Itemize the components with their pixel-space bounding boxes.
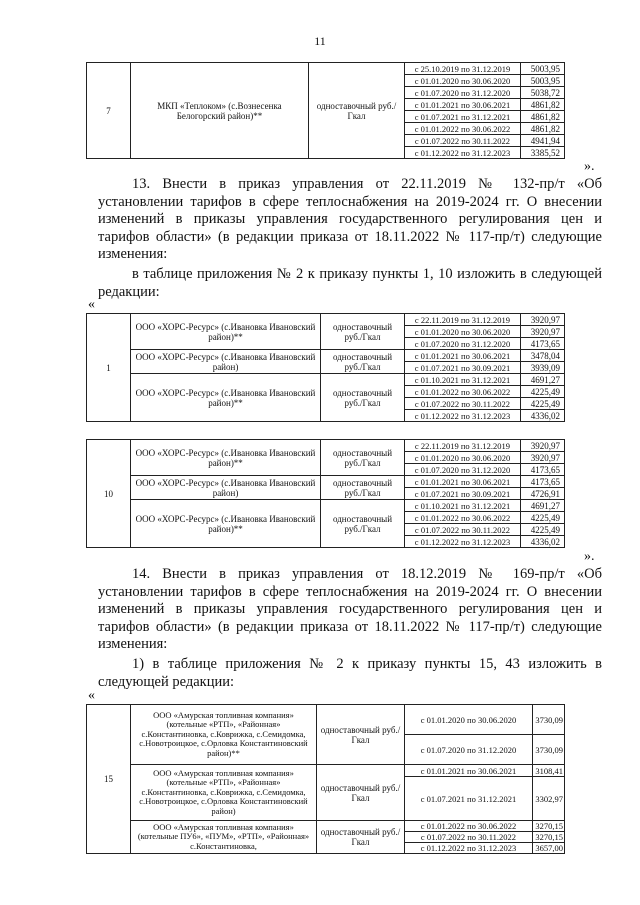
organization-name: ООО «Амурская топливная компания» (котельные «РТП», «Районная» с.Константиновка, с.Коврижка, с.Семидомка, с.Новотроицкое, с.Орловка Константиновский район) xyxy=(131,765,317,821)
tariff-type: одноставочный руб./Гкал xyxy=(317,705,405,765)
page-number: 11 xyxy=(314,34,326,48)
tariff-type: одноставочный руб./Гкал xyxy=(321,350,405,374)
tariff-period: с 01.01.2020 по 30.06.2020 xyxy=(405,75,521,87)
tariff-period: с 01.01.2021 по 30.06.2021 xyxy=(405,476,521,488)
tariff-period: с 01.01.2020 по 30.06.2020 xyxy=(405,452,521,464)
tariff-period: с 01.10.2021 по 31.12.2021 xyxy=(405,374,521,386)
tariff-period: с 01.12.2022 по 31.12.2023 xyxy=(405,536,521,548)
tariff-period: с 01.12.2022 по 31.12.2023 xyxy=(405,843,533,854)
organization-name: ООО «ХОРС-Ресурс» (с.Ивановка Ивановский район)** xyxy=(131,314,321,350)
organization-name: МКП «Теплоком» (с.Вознесенка Белогорский район)** xyxy=(131,63,309,159)
tariff-period: с 01.01.2021 по 30.06.2021 xyxy=(405,99,521,111)
tariff-type: одноставочный руб./Гкал xyxy=(321,440,405,476)
tariff-value: 4861,82 xyxy=(521,99,565,111)
tariff-value: 3270,15 xyxy=(533,832,565,843)
tariff-period: с 01.07.2022 по 30.11.2022 xyxy=(405,524,521,536)
tariff-period: с 22.11.2019 по 31.12.2019 xyxy=(405,314,521,326)
item-number: 1 xyxy=(87,314,131,422)
tariff-period: с 01.10.2021 по 31.12.2021 xyxy=(405,500,521,512)
organization-name: ООО «Амурская топливная компания» (котельные «РТП», «Районная» с.Константиновка, с.Коврижка, с.Семидомка, с.Новотроицкое, с.Орловка Константиновский район)** xyxy=(131,705,317,765)
tariff-period: с 22.11.2019 по 31.12.2019 xyxy=(405,440,521,452)
paragraph-13: 13. Внести в приказ управления от 22.11.2019 № 132-пр/т «Об установлении тарифов в сфере теплоснабжения на 2019-2024 гг. О внесении изменений в приказы управления государственного регулирования цен и тарифов области» (в редакции приказа от 18.11.2022 № 117-пр/т) следующие изменения: xyxy=(98,176,602,262)
paragraph-13-instruction: в таблице приложения № 2 к приказу пункты 1, 10 изложить в следующей редакции: xyxy=(98,266,602,300)
paragraph-14: 14. Внести в приказ управления от 18.12.2019 № 169-пр/т «Об установлении тарифов в сфере теплоснабжения на 2019-2024 гг. О внесении изменений в приказы управления государственного регулирования цен и тарифов области» (в редакции приказа от 18.11.2022 № 117-пр/т) следующие изменения: xyxy=(98,566,602,652)
tariff-period: с 01.07.2021 по 30.09.2021 xyxy=(405,488,521,500)
tariff-period: с 01.01.2020 по 30.06.2020 xyxy=(405,326,521,338)
tariff-value: 3730,09 xyxy=(533,705,565,735)
tariff-value: 3385,52 xyxy=(521,147,565,159)
tariff-value: 3270,15 xyxy=(533,821,565,832)
tariff-value: 4726,91 xyxy=(521,488,565,500)
tariff-table-item-15 xyxy=(86,704,565,854)
tariff-value: 3920,97 xyxy=(521,314,565,326)
tariff-value: 4861,82 xyxy=(521,111,565,123)
closing-quote: ». xyxy=(584,159,595,174)
tariff-type: одноставочный руб./Гкал xyxy=(321,476,405,500)
tariff-period: с 01.07.2020 по 31.12.2020 xyxy=(405,87,521,99)
tariff-value: 4173,65 xyxy=(521,338,565,350)
tariff-period: с 01.01.2022 по 30.06.2022 xyxy=(405,123,521,135)
tariff-value: 5003,95 xyxy=(521,75,565,87)
tariff-period: с 01.01.2021 по 30.06.2021 xyxy=(405,765,533,777)
tariff-value: 4225,49 xyxy=(521,398,565,410)
paragraph-14-instruction: 1) в таблице приложения № 2 к приказу пункты 15, 43 изложить в следующей редакции: xyxy=(98,656,602,690)
tariff-value: 4173,65 xyxy=(521,464,565,476)
tariff-period: с 01.07.2020 по 31.12.2020 xyxy=(405,735,533,765)
tariff-type: одноставочный руб./Гкал xyxy=(309,63,405,159)
organization-name: ООО «ХОРС-Ресурс» (с.Ивановка Ивановский район)** xyxy=(131,500,321,548)
tariff-period: с 01.07.2022 по 30.11.2022 xyxy=(405,398,521,410)
tariff-period: с 01.07.2020 по 31.12.2020 xyxy=(405,338,521,350)
tariff-table-item-7 xyxy=(86,62,565,159)
tariff-period: с 01.07.2022 по 30.11.2022 xyxy=(405,135,521,147)
tariff-period: с 01.07.2021 по 31.12.2021 xyxy=(405,777,533,821)
closing-quote: ». xyxy=(584,549,595,564)
tariff-type: одноставочный руб./Гкал xyxy=(321,314,405,350)
tariff-value: 5003,95 xyxy=(521,63,565,75)
tariff-value: 3920,97 xyxy=(521,440,565,452)
tariff-type: одноставочный руб./Гкал xyxy=(321,500,405,548)
opening-quote: « xyxy=(88,297,95,312)
tariff-value: 5038,72 xyxy=(521,87,565,99)
item-number: 10 xyxy=(87,440,131,548)
tariff-period: с 01.01.2022 по 30.06.2022 xyxy=(405,512,521,524)
tariff-value: 3939,09 xyxy=(521,362,565,374)
organization-name: ООО «ХОРС-Ресурс» (с.Ивановка Ивановский район)** xyxy=(131,374,321,422)
tariff-period: с 01.01.2021 по 30.06.2021 xyxy=(405,350,521,362)
tariff-value: 3920,97 xyxy=(521,326,565,338)
tariff-value: 3302,97 xyxy=(533,777,565,821)
organization-name: ООО «ХОРС-Ресурс» (с.Ивановка Ивановский район)** xyxy=(131,440,321,476)
item-number: 7 xyxy=(87,63,131,159)
tariff-period: с 01.01.2022 по 30.06.2022 xyxy=(405,821,533,832)
tariff-value: 4336,02 xyxy=(521,410,565,422)
tariff-period: с 01.01.2020 по 30.06.2020 xyxy=(405,705,533,735)
opening-quote: « xyxy=(88,688,95,703)
tariff-value: 4336,02 xyxy=(521,536,565,548)
tariff-value: 4691,27 xyxy=(521,500,565,512)
tariff-period: с 01.07.2020 по 31.12.2020 xyxy=(405,464,521,476)
tariff-type: одноставочный руб./Гкал xyxy=(317,765,405,821)
tariff-value: 4225,49 xyxy=(521,386,565,398)
tariff-value: 4941,94 xyxy=(521,135,565,147)
organization-name: ООО «ХОРС-Ресурс» (с.Ивановка Ивановский район) xyxy=(131,476,321,500)
tariff-table-item-1 xyxy=(86,313,565,422)
organization-name: ООО «ХОРС-Ресурс» (с.Ивановка Ивановский район) xyxy=(131,350,321,374)
tariff-period: с 01.07.2021 по 30.09.2021 xyxy=(405,362,521,374)
tariff-type: одноставочный руб./Гкал xyxy=(317,821,405,854)
tariff-value: 3730,09 xyxy=(533,735,565,765)
tariff-table-item-10 xyxy=(86,439,565,548)
tariff-value: 4691,27 xyxy=(521,374,565,386)
tariff-type: одноставочный руб./Гкал xyxy=(321,374,405,422)
tariff-period: с 01.12.2022 по 31.12.2023 xyxy=(405,147,521,159)
tariff-value: 3657,00 xyxy=(533,843,565,854)
tariff-value: 4861,82 xyxy=(521,123,565,135)
item-number: 15 xyxy=(87,705,131,854)
tariff-value: 4173,65 xyxy=(521,476,565,488)
tariff-value: 3108,41 xyxy=(533,765,565,777)
tariff-value: 4225,49 xyxy=(521,524,565,536)
tariff-value: 3478,04 xyxy=(521,350,565,362)
tariff-value: 4225,49 xyxy=(521,512,565,524)
tariff-period: с 01.07.2021 по 31.12.2021 xyxy=(405,111,521,123)
tariff-period: с 01.07.2022 по 30.11.2022 xyxy=(405,832,533,843)
tariff-value: 3920,97 xyxy=(521,452,565,464)
tariff-period: с 01.12.2022 по 31.12.2023 xyxy=(405,410,521,422)
tariff-period: с 25.10.2019 по 31.12.2019 xyxy=(405,63,521,75)
tariff-period: с 01.01.2022 по 30.06.2022 xyxy=(405,386,521,398)
organization-name: ООО «Амурская топливная компания» (котельные ПУ6», «ПУМ», «РТП», «Районная» с.Константиновка, xyxy=(131,821,317,854)
